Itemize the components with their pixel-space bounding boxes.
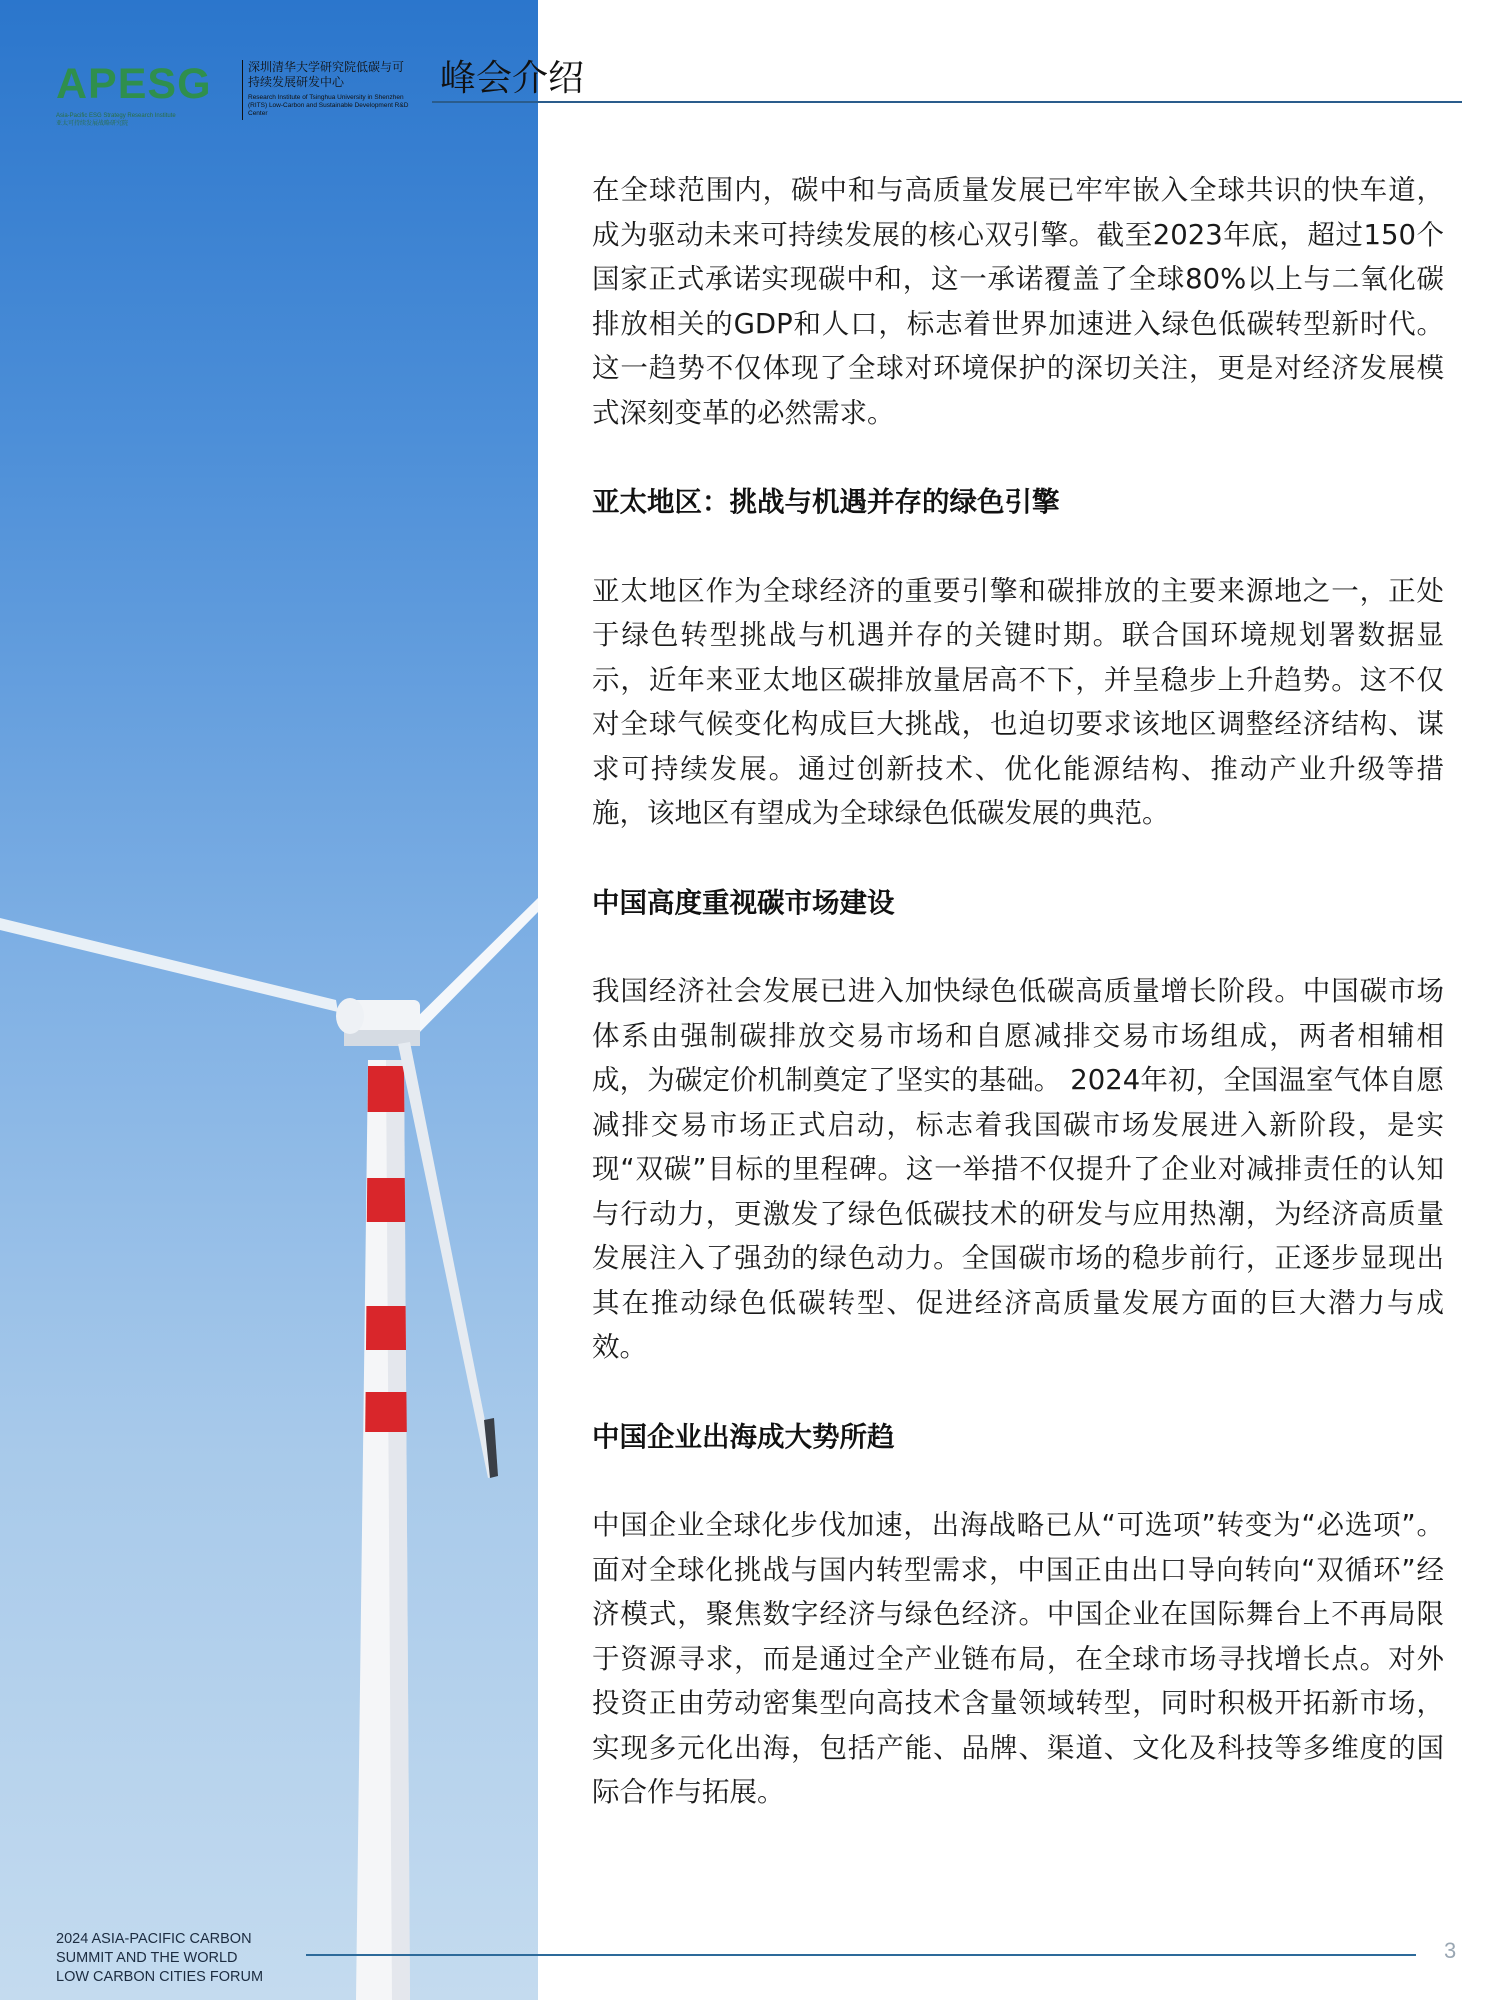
section-heading-asia-pacific: 亚太地区：挑战与机遇并存的绿色引擎 [592,486,1060,518]
turbine-blade-down [398,1042,496,1478]
logo-subtitle-en: Asia-Pacific ESG Strategy Research Institute [56,113,176,119]
institute-name-en: Research Institute of Tsinghua University in Shenzhen (RITS) Low-Carbon and Sustainable Development R&D Center [248,94,409,117]
turbine-blade-left [0,918,338,1012]
tower-red-band [368,1066,405,1112]
turbine-blade-right [406,898,538,1036]
footer-event-name [56,1930,316,1987]
section-heading-going-global: 中国企业出海成大势所趋 [592,1420,895,1453]
footer-rule [306,1954,1416,1956]
section-paragraph-going-global: 中国企业全球化步伐加速，出海战略已从“可选项”转变为“必选项”。面对全球化挑战与国内转型需求，中国正由出口导向转向“双循环”经济模式，聚焦数字经济与绿色经济。中国企业在国际舞台上不再局限于资源寻求，而是通过全产业链布局，在全球市场寻找增长点。对外投资正由劳动密集型向高技术含量领域转型，同时积极开拓新市场，实现多元化出海，包括产能、品牌、渠道、文化及科技等多维度的国际合作与拓展。 [592,1509,1444,1808]
page-number: 3 [1444,1938,1457,1963]
section-paragraph-carbon-market: 我国经济社会发展已进入加快绿色低碳高质量增长阶段。中国碳市场体系由强制碳排放交易市场和自愿减排交易市场组成，两者相辅相成，为碳定价机制奠定了坚实的基础。 2024年初，全国温室气体自愿减排交易市场正式启动，标志着我国碳市场发展进入新阶段，是实现“双碳”目标的里程碑。这一举措不仅提升了企业对减排责任的认知与行动力，更激发了绿色低碳技术的研发与应用热潮，为经济高质量发展注入了强劲的绿色动力。全国碳市场的稳步前行，正逐步显现出其在推动绿色低碳转型、促进经济高质量发展方面的巨大潜力与成效。 [592,975,1444,1363]
page-title: 峰会介绍 [440,58,585,99]
section-heading-carbon-market: 中国高度重视碳市场建设 [592,886,895,919]
article-body [592,168,1444,1815]
tower-red-band [367,1178,405,1222]
logo-block [52,56,412,126]
institute-name-cn: 深圳清华大学研究院低碳与可持续发展研发中心 [248,60,405,89]
turbine-hub [336,998,364,1034]
footer-event-line: SUMMIT AND THE WORLD [56,1950,238,1966]
intro-paragraph: 在全球范围内，碳中和与高质量发展已牢牢嵌入全球共识的快车道，成为驱动未来可持续发展的核心双引擎。截至2023年底，超过150个国家正式承诺实现碳中和，这一承诺覆盖了全球80%以上与二氧化碳排放相关的GDP和人口，标志着世界加速进入绿色低碳转型新时代。这一趋势不仅体现了全球对环境保护的深切关注，更是对经济发展模式深刻变革的必然需求。 [592,174,1444,429]
section-paragraph-asia-pacific: 亚太地区作为全球经济的重要引擎和碳排放的主要来源地之一，正处于绿色转型挑战与机遇并存的关键时期。联合国环境规划署数据显示，近年来亚太地区碳排放量居高不下，并呈稳步上升趋势。这不仅对全球气候变化构成巨大挑战，也迫切要求该地区调整经济结构、谋求可持续发展。通过创新技术、优化能源结构、推动产业升级等措施，该地区有望成为全球绿色低碳发展的典范。 [592,574,1444,829]
wind-turbine-illustration [0,0,538,2000]
footer-event-line: 2024 ASIA-PACIFIC CARBON [56,1931,252,1947]
apesg-logo: APESG [56,60,212,108]
logo-divider [242,60,243,120]
tower-red-band [365,1392,407,1432]
wind-turbine-photo [0,0,538,2000]
footer-event-line: LOW CARBON CITIES FORUM [56,1969,264,1985]
tower-red-band [366,1306,406,1350]
logo-subtitle-cn: 亚太可持续发展战略研究院 [56,121,129,127]
header-rule [432,101,1462,103]
